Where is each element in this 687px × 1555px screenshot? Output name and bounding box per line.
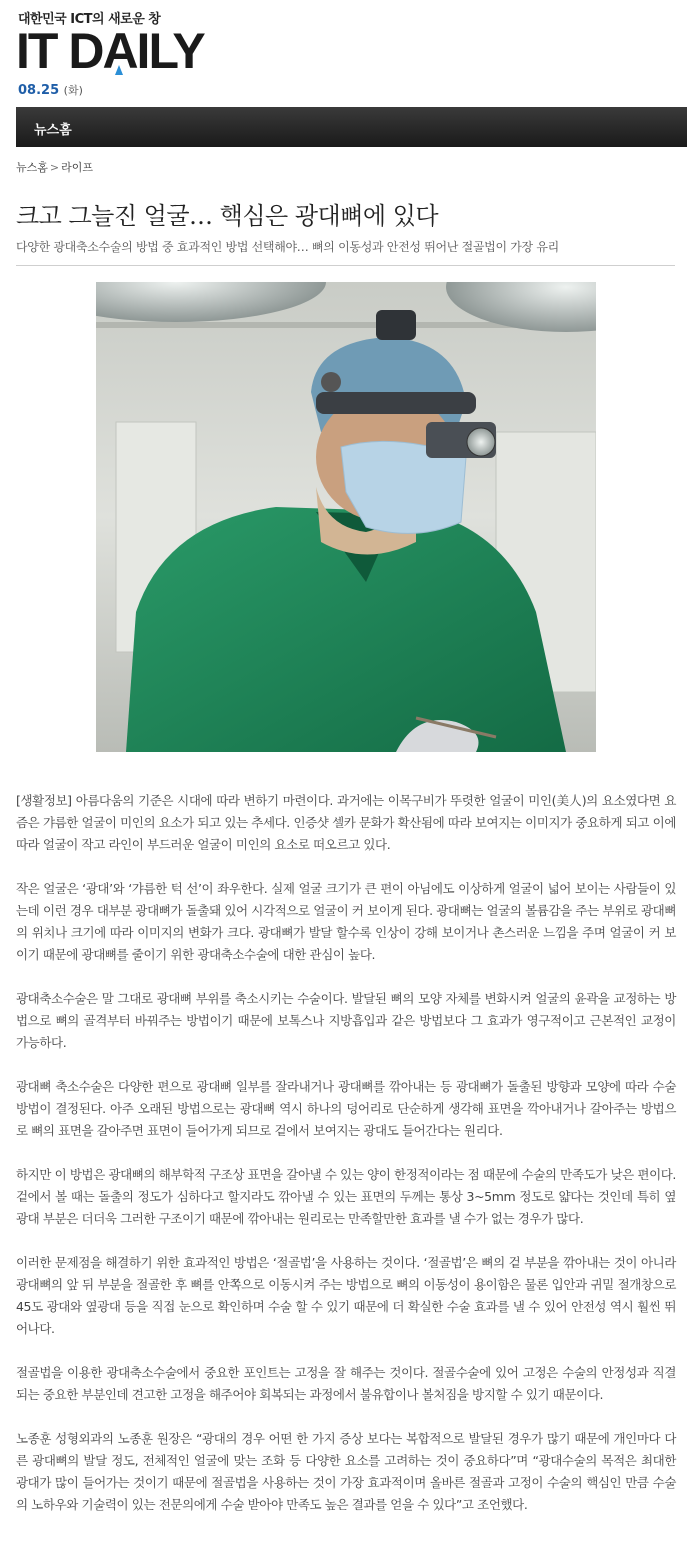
article-body bbox=[16, 790, 676, 1538]
article-headline: 크고 그늘진 얼굴… 핵심은 광대뼈에 있다 bbox=[16, 202, 439, 230]
logo-accent-letter: A bbox=[102, 23, 137, 79]
article-paragraph: 이러한 문제점을 해결하기 위한 효과적인 방법은 ‘절골법’을 사용하는 것이다. ‘절골법’은 뼈의 겉 부분을 깎아내는 것이 아니라 광대뼈의 앞 뒤 부분을 절골한 후 뼈를 안쪽으로 이동시켜 주는 방법으로 뼈의 이동성이 용이함은 물론 입안과 귀밑 절개창으로 45도 광대와 옆광대 등을 직접 눈으로 확인하며 수술 할 수 있기 때문에 더 확실한 수술 효과를 낼 수 있어 안전성 역시 훨씬 뛰어나다. bbox=[16, 1255, 676, 1336]
breadcrumb-separator: > bbox=[49, 161, 60, 174]
article-paragraph: 절골법을 이용한 광대축소수술에서 중요한 포인트는 고정을 잘 해주는 것이다. 절골수술에 있어 고정은 수술의 안정성과 직결되는 중요한 부분인데 견고한 고정을 해주어야 회복되는 과정에서 불유합이나 볼처짐을 방지할 수 있기 때문이다. bbox=[16, 1365, 676, 1402]
date-value: 08.25 bbox=[18, 83, 60, 98]
nav-news-home[interactable]: 뉴스홈 bbox=[34, 123, 72, 138]
article-paragraph: 광대축소수술은 말 그대로 광대뼈 부위를 축소시키는 수술이다. 발달된 뼈의 모양 자체를 변화시켜 얼굴의 윤곽을 교정하는 방법으로 뼈의 골격부터 바꿔주는 방법이기 때문에 보톡스나 지방흡입과 같은 방법보다 그 효과가 영구적이고 근본적인 교정이 가능하다. bbox=[16, 991, 676, 1050]
site-tagline: 대한민국 ICT의 새로운 창 bbox=[18, 12, 161, 27]
logo-text-end: ILY bbox=[136, 23, 204, 79]
site-logo[interactable] bbox=[16, 23, 204, 79]
site-header bbox=[16, 8, 676, 98]
article-subtitle: 다양한 광대축소수술의 방법 중 효과적인 방법 선택해야… 뼈의 이동성과 안전성 뛰어난 절골법이 가장 유리 bbox=[16, 240, 559, 254]
article-photo bbox=[96, 282, 596, 752]
surgeon-photo-illustration bbox=[96, 282, 596, 752]
article-paragraph: 하지만 이 방법은 광대뼈의 해부학적 구조상 표면을 갈아낼 수 있는 양이 한정적이라는 점 때문에 수술의 만족도가 낮은 편이다. 겉에서 볼 때는 돌출의 정도가 심하다고 할지라도 깎아낼 수 있는 표면의 두께는 통상 3~5mm 정도로 얇다는 것인데 특히 옆광대 부분은 더더욱 그러한 구조이기 때문에 깎아내는 원리로는 만족할만한 효과를 낼 수가 없는 경우가 많다. bbox=[16, 1167, 676, 1226]
logo-text-start: IT D bbox=[16, 23, 103, 79]
article-paragraph: 노종훈 성형외과의 노종훈 원장은 “광대의 경우 어떤 한 가지 증상 보다는 복합적으로 발달된 경우가 많기 때문에 개인마다 다른 광대뼈의 발달 정도, 전체적인 얼굴에 맞는 조화 등 다양한 요소를 고려하는 것이 중요하다”며 “광대수술의 목적은 최대한 광대가 많이 들어가는 것이기 때문에 절골법을 사용하는 것이 가장 효과적이며 올바른 절골과 고정이 수술의 핵심인 만큼 수술의 노하우와 기술력이 있는 전문의에게 수술 받아야 만족도 높은 결과를 얻을 수 있다”고 조언했다. bbox=[16, 1431, 676, 1512]
article-paragraph: [생활정보] 아름다움의 기준은 시대에 따라 변하기 마련이다. 과거에는 이목구비가 뚜렷한 얼굴이 미인(美人)의 요소였다면 요즘은 갸름한 얼굴이 미인의 요소가 되고 있는 추세다. 인증샷 셀카 문화가 확산됨에 따라 보여지는 이미지가 중요하게 되고 이에 따라 얼굴이 작고 라인이 부드러운 얼굴이 미인의 요소로 떠오르고 있다. bbox=[16, 793, 676, 852]
breadcrumb-home[interactable]: 뉴스홈 bbox=[16, 161, 48, 174]
main-nav-bar bbox=[16, 107, 687, 147]
headline-divider bbox=[16, 265, 675, 266]
article-paragraph: 광대뼈 축소수술은 다양한 편으로 광대뼈 일부를 잘라내거나 광대뼈를 깎아내는 등 광대뼈가 돌출된 방향과 모양에 따라 수술 방법이 결정된다. 아주 오래된 방법으로는 광대뼈 역시 하나의 덩어리로 단순하게 생각해 표면을 깍아내거나 갈아주는 방법으로 뼈의 표면을 갈아주면 표면이 들어가게 되므로 겉에서 보여지는 광대도 들어간다는 원리다. bbox=[16, 1079, 676, 1138]
breadcrumb bbox=[16, 159, 93, 175]
current-date bbox=[18, 82, 83, 98]
day-of-week: (화) bbox=[63, 84, 83, 97]
article-paragraph: 작은 얼굴은 ‘광대’와 ‘갸름한 턱 선’이 좌우한다. 실제 얼굴 크기가 큰 편이 아님에도 이상하게 얼굴이 넓어 보이는 사람들이 있는데 이런 경우 대부분 광대뼈가 돌출돼 있어 시각적으로 얼굴이 커 보이게 된다. 광대뼈는 얼굴의 볼륨감을 주는 부위로 광대뼈의 위치나 크기에 따라 이미지의 변화가 크다. 광대뼈가 발달 할수록 인상이 강해 보이거나 촌스러운 느낌을 주며 얼굴이 커 보이기 때문에 광대뼈를 줄이기 위한 광대축소수술에 대한 관심이 높다. bbox=[16, 881, 676, 962]
breadcrumb-section[interactable]: 라이프 bbox=[61, 161, 93, 174]
